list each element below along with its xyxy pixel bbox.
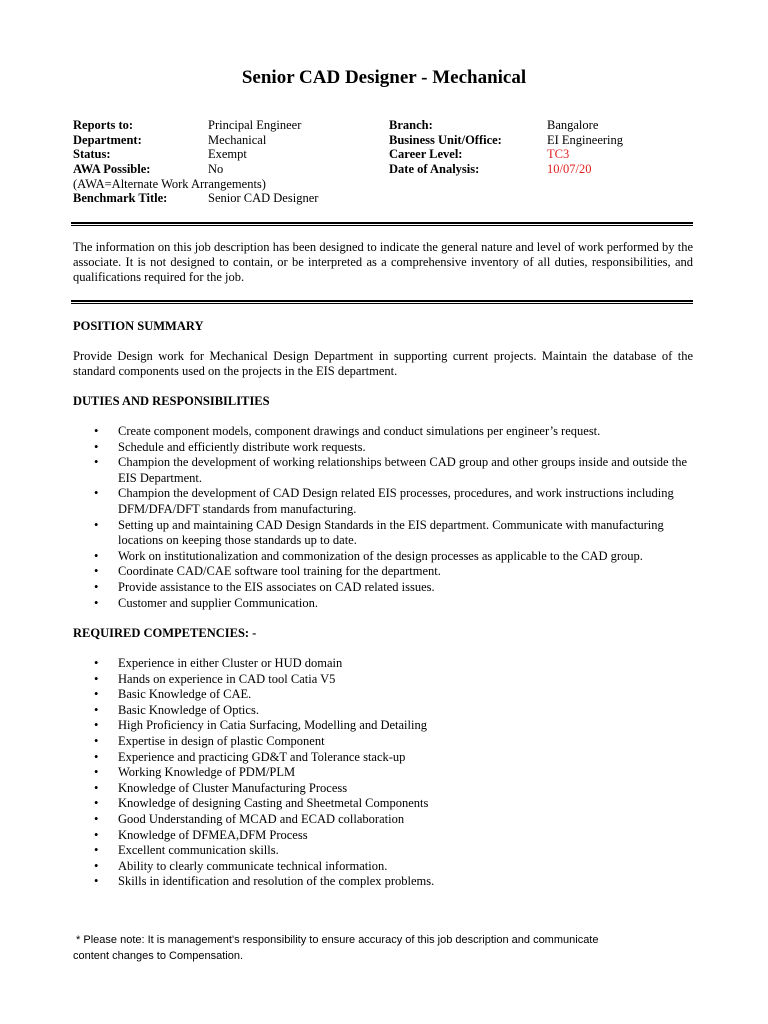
list-item-text: Basic Knowledge of Optics. (118, 702, 259, 717)
list-item-text: Customer and supplier Communication. (118, 595, 318, 610)
list-item (73, 734, 693, 750)
list-item-text: Knowledge of DFMEA,DFM Process (118, 827, 308, 842)
bullet: • (94, 548, 99, 563)
list-item (73, 656, 693, 672)
list-item (73, 859, 693, 875)
header-row-career-level (389, 147, 689, 162)
list-item (73, 486, 693, 517)
list-item (73, 703, 693, 719)
intro-paragraph: The information on this job description has been designed to indicate the general nature and level of work performed by the associate. It is not designed to contain, or be interpreted as a comprehensive inventory of all duties, responsibilities, and qualifications required for the job. (73, 240, 693, 285)
list-item (73, 765, 693, 781)
bullet: • (94, 874, 99, 889)
header-label: Branch: (389, 118, 433, 132)
bullet: • (94, 424, 99, 438)
list-item (73, 580, 693, 596)
list-item-text: Knowledge of designing Casting and Sheetmetal Components (118, 796, 429, 811)
bullet: • (94, 579, 99, 594)
header-row-department (73, 133, 373, 148)
list-item (73, 596, 693, 612)
list-item (73, 750, 693, 766)
header-value: EI Engineering (547, 132, 624, 147)
bullet: • (94, 486, 99, 501)
header-row-business-unit (389, 133, 689, 148)
bullet: • (94, 733, 99, 748)
bullet: • (94, 687, 99, 702)
competencies-heading: REQUIRED COMPETENCIES: - (73, 626, 257, 640)
list-item-text: Work on institutionalization and commonization of the design processes as applicable to the CAD group. (118, 548, 643, 563)
list-item (73, 718, 693, 734)
list-item-text: Setting up and maintaining CAD Design Standards in the EIS department. Communicate with manufacturing locations on keeping those standards up to date. (118, 517, 664, 548)
awa-note-text: (AWA=Alternate Work Arrangements) (73, 176, 266, 191)
list-item-text: Basic Knowledge of CAE. (118, 687, 252, 702)
bullet: • (94, 517, 99, 532)
bullet: • (94, 811, 99, 826)
list-item-text: Provide assistance to the EIS associates on CAD related issues. (118, 579, 435, 594)
list-item-text: Coordinate CAD/CAE software tool training for the department. (118, 564, 441, 579)
list-item (73, 828, 693, 844)
duties-heading: DUTIES AND RESPONSIBILITIES (73, 394, 270, 408)
note-line: * Please note: It is management's responsibility to ensure accuracy of this job description and communicate (73, 934, 599, 946)
list-item-text: Champion the development of working relationships between CAD group and other groups inside and outside the EIS Department. (118, 455, 687, 485)
list-item (73, 549, 693, 565)
header-value: Exempt (208, 147, 247, 162)
bullet: • (94, 656, 99, 670)
position-summary-heading: POSITION SUMMARY (73, 319, 204, 333)
list-item-text: Expertise in design of plastic Component (118, 733, 325, 748)
header-label: Department: (73, 132, 142, 147)
header-value: Bangalore (547, 118, 599, 132)
list-item (73, 874, 693, 890)
header-row-status (73, 147, 373, 162)
header-row-reports-to (73, 118, 373, 133)
header-label: AWA Possible: (73, 162, 151, 177)
list-item-text: Skills in identification and resolution of the complex problems. (118, 874, 435, 889)
list-item-text: High Proficiency in Catia Surfacing, Modelling and Detailing (118, 718, 427, 733)
bullet: • (94, 718, 99, 733)
competencies-list (73, 656, 693, 890)
position-summary-text: Provide Design work for Mechanical Design Department in supporting current projects. Maintain the database of the standard components used on the projects in the EIS department. (73, 349, 693, 379)
bullet: • (94, 827, 99, 842)
page-title: Senior CAD Designer - Mechanical (241, 67, 527, 88)
header-value: Senior CAD Designer (208, 191, 319, 206)
list-item-text: Knowledge of Cluster Manufacturing Process (118, 780, 348, 795)
header-right (389, 118, 689, 177)
list-item-text: Champion the development of CAD Design related EIS processes, procedures, and work instructions including DFM/DFA/DFT standards from manufacturing. (118, 486, 674, 516)
list-item-text: Schedule and efficiently distribute work requests. (118, 439, 366, 454)
bullet: • (94, 564, 99, 579)
list-item (73, 440, 693, 456)
list-item (73, 564, 693, 580)
list-item-text: Experience in either Cluster or HUD domain (118, 656, 343, 670)
header-label: Status: (73, 147, 111, 162)
list-item-text: Excellent communication skills. (118, 843, 279, 858)
list-item-text: Good Understanding of MCAD and ECAD collaboration (118, 811, 405, 826)
list-item (73, 687, 693, 703)
bullet: • (94, 780, 99, 795)
bullet: • (94, 455, 99, 470)
bullet: • (94, 858, 99, 873)
header-value-highlight: 10/07/20 (547, 162, 592, 177)
awa-note (73, 177, 373, 192)
header-value-highlight: TC3 (547, 147, 570, 162)
header-value: No (208, 162, 224, 177)
header-value: Principal Engineer (208, 118, 302, 132)
list-item (73, 812, 693, 828)
header-row-benchmark (73, 191, 373, 206)
bullet: • (94, 702, 99, 717)
header-label: Date of Analysis: (389, 162, 480, 177)
header-value: Mechanical (208, 132, 267, 147)
header-left (73, 118, 373, 206)
list-item (73, 672, 693, 688)
header-label: Reports to: (73, 118, 134, 132)
bullet: • (94, 671, 99, 686)
compensation-note (73, 933, 673, 964)
list-item (73, 781, 693, 797)
header-row-branch (389, 118, 689, 133)
list-item (73, 843, 693, 859)
list-item-text: Create component models, component drawings and conduct simulations per engineer’s request. (118, 424, 601, 438)
list-item-text: Working Knowledge of PDM/PLM (118, 765, 296, 780)
divider-rule (71, 222, 693, 226)
header-row-awa-possible (73, 162, 373, 177)
divider-rule (71, 300, 693, 304)
header-label: Benchmark Title: (73, 191, 168, 206)
note-line: content changes to Compensation. (73, 949, 244, 962)
bullet: • (94, 843, 99, 858)
list-item-text: Experience and practicing GD&T and Tolerance stack-up (118, 749, 406, 764)
header-label: Business Unit/Office: (389, 132, 502, 147)
list-item-text: Hands on experience in CAD tool Catia V5 (118, 671, 336, 686)
bullet: • (94, 595, 99, 610)
list-item-text: Ability to clearly communicate technical information. (118, 858, 388, 873)
header-label: Career Level: (389, 147, 463, 162)
list-item (73, 796, 693, 812)
bullet: • (94, 749, 99, 764)
duties-list (73, 424, 693, 611)
list-item (73, 424, 693, 440)
bullet: • (94, 796, 99, 811)
list-item (73, 518, 693, 549)
list-item (73, 455, 693, 486)
bullet: • (94, 439, 99, 454)
bullet: • (94, 765, 99, 780)
header-row-date-of-analysis (389, 162, 689, 177)
